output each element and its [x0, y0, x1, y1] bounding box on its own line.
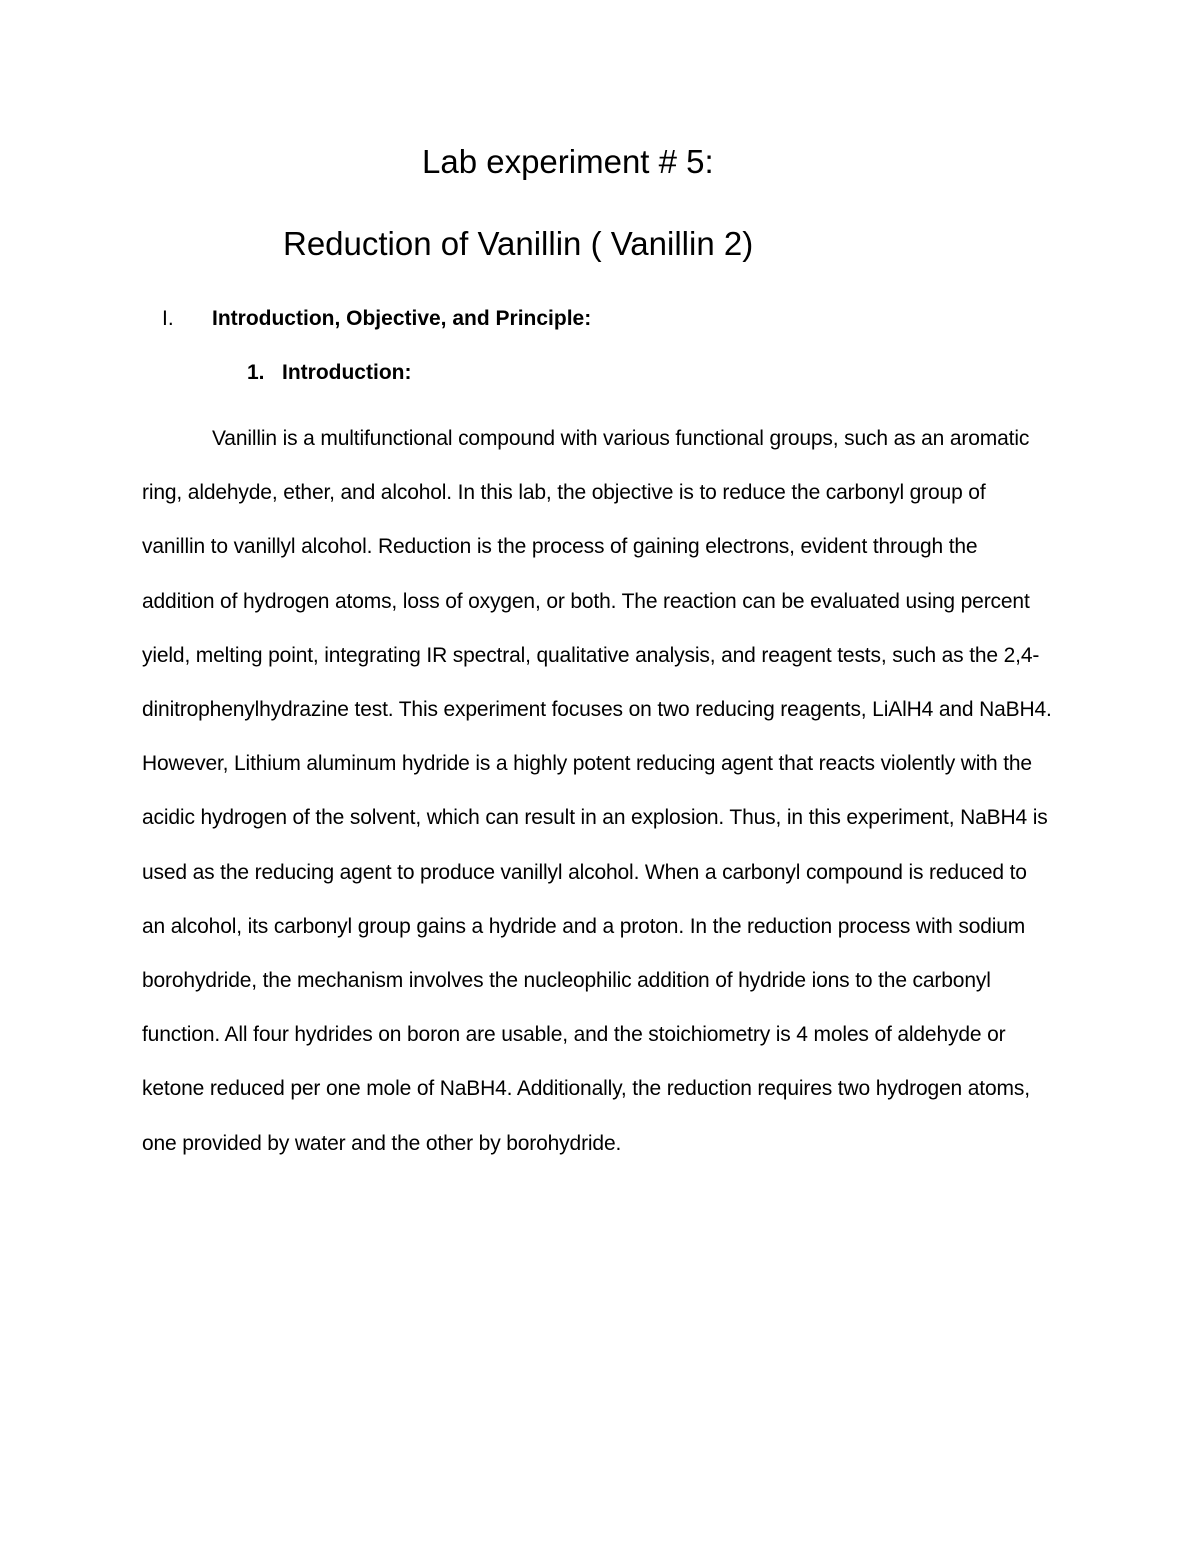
- document-title: Lab experiment # 5:: [422, 143, 714, 180]
- subsection-number: 1.: [247, 361, 265, 384]
- document-subtitle: Reduction of Vanillin ( Vanillin 2): [283, 225, 754, 262]
- subsection-heading-text: Introduction:: [282, 361, 412, 384]
- section-numeral: I.: [162, 307, 174, 330]
- subsection-heading: [247, 359, 411, 387]
- introduction-paragraph: Vanillin is a multifunctional compound with various functional groups, such as an aromatic ring, aldehyde, ether, and alcohol. In this lab, the objective is to reduce the carbonyl group of vanillin to vanillyl alcohol. Reduction is the process of gaining electrons, evident through the addition of hydrogen atoms, loss of oxygen, or both. The reaction can be evaluated using percent yield, melting point, integrating IR spectral, qualitative analysis, and reagent tests, such as the 2,4-dinitrophenylhydrazine test. This experiment focuses on two reducing reagents, LiAlH4 and NaBH4. However, Lithium aluminum hydride is a highly potent reducing agent that reacts violently with the acidic hydrogen of the solvent, which can result in an explosion. Thus, in this experiment, NaBH4 is used as the reducing agent to produce vanillyl alcohol. When a carbonyl compound is reduced to an alcohol, its carbonyl group gains a hydride and a proton. In the reduction process with sodium borohydride, the mechanism involves the nucleophilic addition of hydride ions to the carbonyl function. All four hydrides on boron are usable, and the stoichiometry is 4 moles of aldehyde or ketone reduced per one mole of NaBH4. Additionally, the reduction requires two hydrogen atoms, one provided by water and the other by borohydride.: [142, 427, 1052, 1155]
- section-heading-text: Introduction, Objective, and Principle:: [212, 307, 592, 330]
- section-heading: [162, 305, 591, 333]
